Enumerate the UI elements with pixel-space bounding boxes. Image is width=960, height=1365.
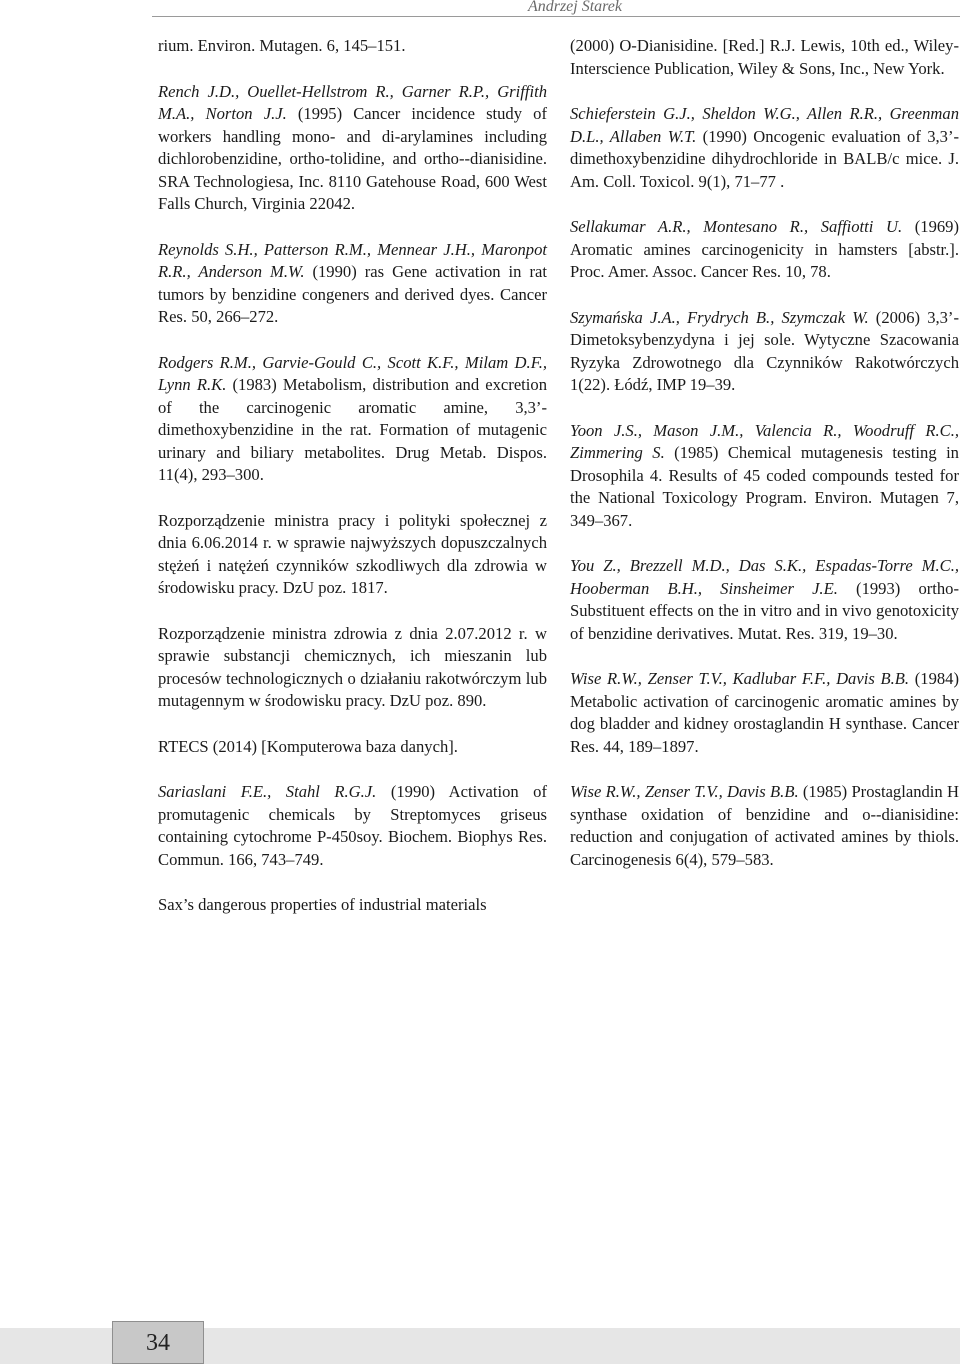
reference-authors: Rodgers R.M., Garvie-Gould C., Scott K.F., Milam D.F., Lynn R.K. [158,352,547,394]
reference-entry [158,352,547,487]
reference-text: (1985) Chemical mutagenesis testing in Drosophila 4. Results of 45 coded compounds tested for the National Toxicology Program. Environ. Mutagen 7, 349–367. [570,443,959,530]
reference-entry [570,420,959,533]
reference-authors: Szymańska J.A., Frydrych B., Szymczak W. [570,307,869,327]
reference-text: (1985) Prostaglandin H synthase oxidation of benzidine and o--dianisidine: reduction and conjugation of activated amines by thiols. Carcinogenesis 6(4), 579–583. [570,782,959,869]
reference-text: (1990) Oncogenic evaluation of 3,3’-dimethoxybenzidine dihydrochloride in BALB/c mice. J. Am. Coll. Toxicol. 9(1), 71–77 . [570,126,960,191]
reference-entry [158,35,547,58]
reference-authors: Schieferstein G.J., Sheldon W.G., Allen R.R., Greenman D.L., Allaben W.T. [570,104,959,146]
reference-entry [570,35,959,80]
reference-entry [570,781,959,871]
reference-authors: Sariaslani F.E., Stahl R.G.J. [158,782,377,801]
reference-text: (2000) O-Dianisidine. [Red.] R.J. Lewis, 10th ed., Wiley-Interscience Publication, Wiley & Sons, Inc., New York. [570,36,959,78]
reference-entry [158,510,547,600]
reference-entry [158,239,547,329]
reference-entry [570,216,959,284]
reference-text: (1995) Cancer incidence study of workers handling mono- and di-arylamines including dichlorobenzidine, ortho-tolidine, and ortho--dianisidine. SRA Technologiesa, Inc. 8110 Gatehouse Road, 600 West Falls Church, Virginia 22042. [158,104,547,213]
reference-authors: Yoon J.S., Mason J.M., Valencia R., Woodruff R.C., Zimmering S. [570,420,959,462]
reference-entry [158,81,547,216]
reference-authors: Reynolds S.H., Patterson R.M., Mennear J.H., Maronpot R.R., Anderson M.W. [158,239,547,281]
reference-text: (1990) Activation of promutagenic chemicals by Streptomyces griseus containing cytochrome P-450soy. Biochem. Biophys Res. Commun. 166, 743–749. [158,782,547,869]
reference-entry [158,623,547,713]
reference-authors: Rench J.D., Ouellet-Hellstrom R., Garner R.P., Griffith M.A., Norton J.J. [158,81,547,123]
reference-text: (1984) Metabolic activation of carcinogenic aromatic amines by dog bladder and kidney orostaglandin H synthase. Cancer Res. 44, 189–1897. [570,669,959,756]
reference-text: RTECS (2014) [Komputerowa baza danych]. [158,736,458,756]
reference-entry [570,555,959,645]
reference-text: (1969) Aromatic amines carcinogenicity in hamsters [abstr.]. Proc. Amer. Assoc. Cancer Res. 10, 78. [570,217,959,281]
reference-text: (2006) 3,3’-Dimetoksybenzydyna i jej sole. Wytyczne Szacowania Ryzyka Zdrowotnego dla Czynników Rakotwórczych 1(22). Łódź, IMP 19–39. [570,307,959,394]
left-reference-column [158,35,547,940]
header-rule [152,16,960,17]
reference-text: (1983) Metabolism, distribution and excretion of the carcinogenic aromatic amine, 3,3’-dimethoxybenzidine in the rat. Formation of mutagenic urinary and biliary metabolites. Drug Metab. Dispos. 11(4), 293–300. [158,375,547,484]
reference-text: Sax’s dangerous properties of industrial materials [158,895,487,914]
reference-entry [570,668,959,758]
reference-authors: Sellakumar A.R., Montesano R., Saffiotti U. [570,217,903,236]
page-number: 34 [112,1321,204,1364]
reference-entry [158,894,547,917]
reference-authors: You Z., Brezzell M.D., Das S.K., Espadas-Torre M.C., Hooberman B.H., Sinsheimer J.E. [570,556,959,598]
reference-entry [570,307,959,397]
reference-text: (1990) ras Gene activation in rat tumors by benzidine congeners and derived dyes. Cancer Res. 50, 266–272. [158,262,547,326]
reference-entry [158,736,547,759]
reference-entry [158,781,547,871]
reference-entry [570,103,959,193]
reference-text: rium. Environ. Mutagen. 6, 145–151. [158,36,406,55]
reference-authors: Wise R.W., Zenser T.V., Davis B.B. [570,782,799,801]
reference-text: (1993) ortho-Substituent effects on the in vitro and in vivo genotoxicity of benzidine derivatives. Mutat. Res. 319, 19–30. [570,578,959,643]
running-header-author: Andrzej Starek [527,0,622,15]
reference-authors: Wise R.W., Zenser T.V., Kadlubar F.F., Davis B.B. [570,669,910,688]
reference-text: Rozporządzenie ministra zdrowia z dnia 2.07.2012 r. w sprawie substancji chemicznych, ich mieszanin lub procesów technologicznych o działaniu rakotwórczym lub mutagennym w środowisku pracy. DzU poz. 890. [158,623,547,710]
right-reference-column [570,35,959,894]
reference-text: Rozporządzenie ministra pracy i polityki społecznej z dnia 6.06.2014 r. w sprawie najwyższych dopuszczalnych stężeń i natężeń czynników szkodliwych dla zdrowia w środowisku pracy. DzU poz. 1817. [158,510,547,597]
